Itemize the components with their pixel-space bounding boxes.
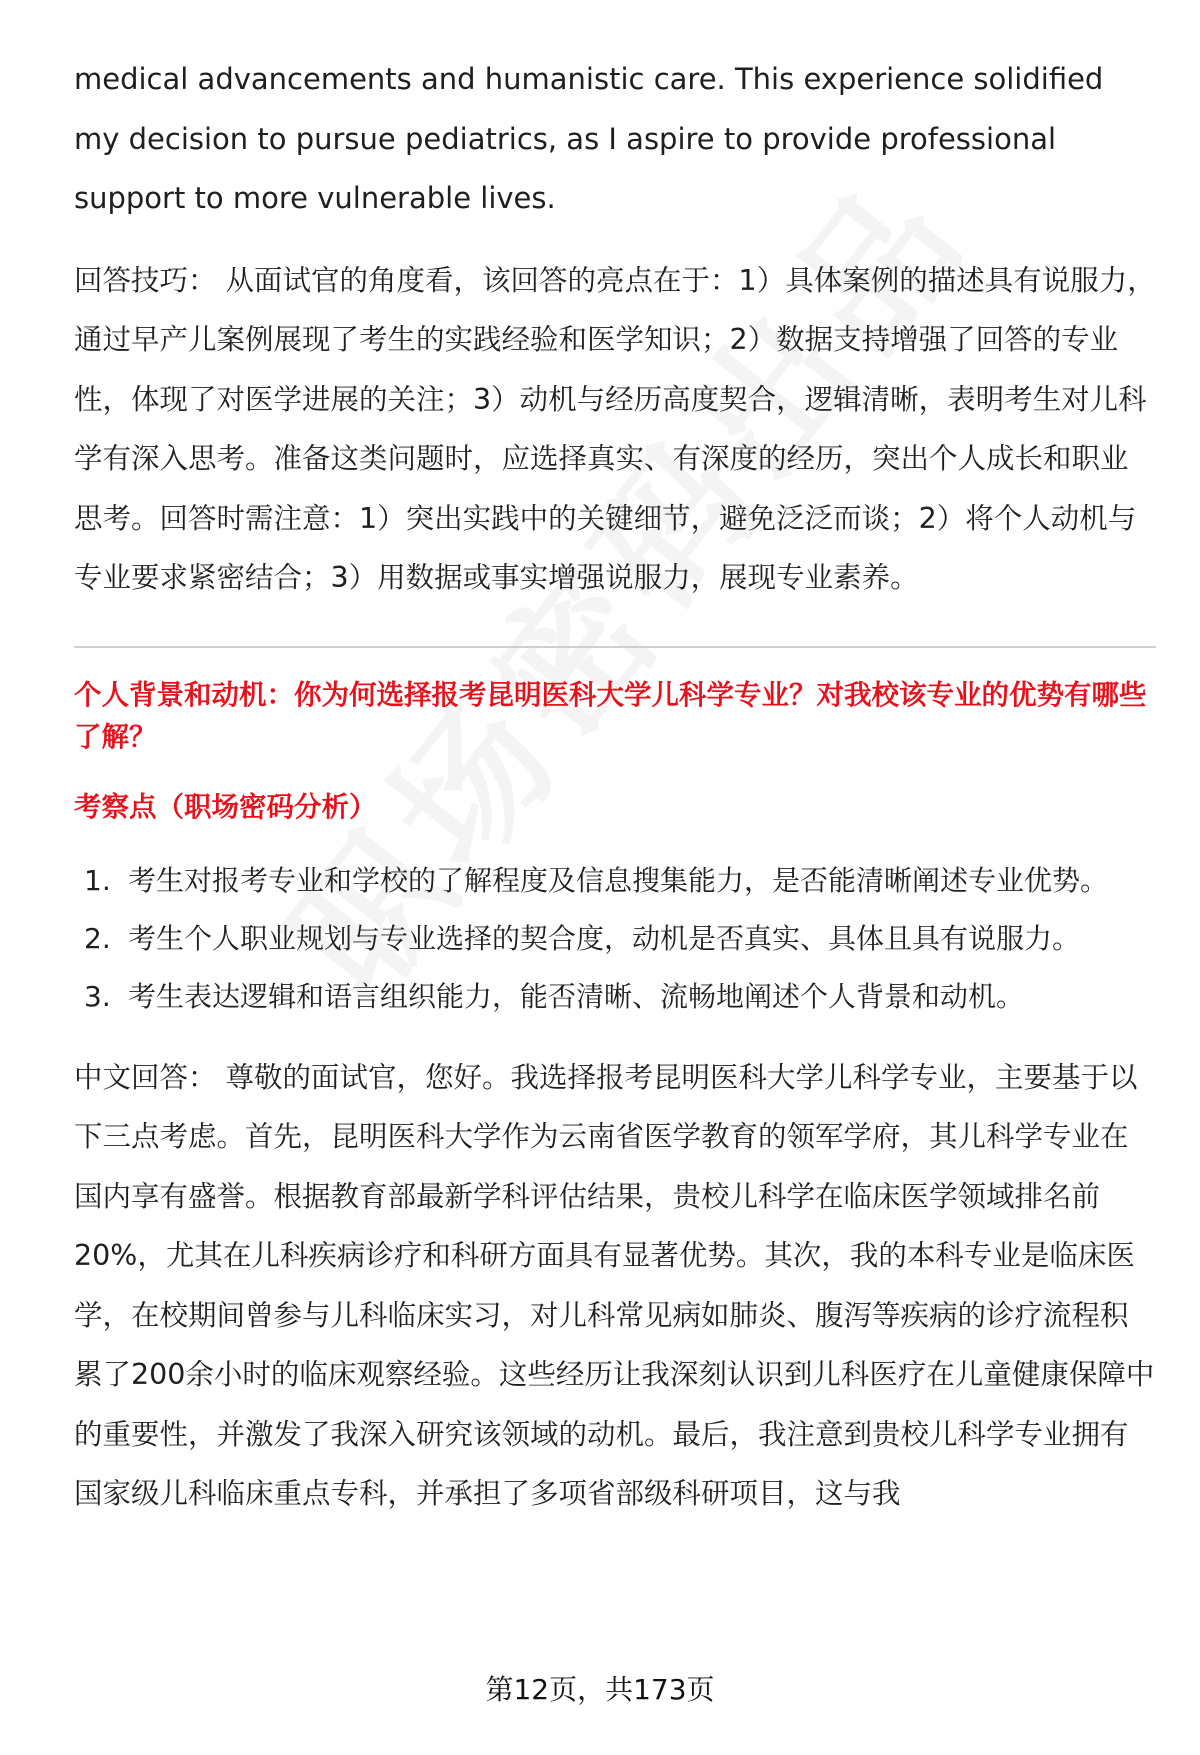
intro-english-paragraph: medical advancements and humanistic care. This experience solidified my decision to pursue pediatrics, as I aspire to provide professional support to more vulnerable lives.: [74, 62, 1104, 215]
list-item: [74, 910, 1156, 968]
question-heading: 个人背景和动机：你为何选择报考昆明医科大学儿科学专业？对我校该专业的优势有哪些了解？: [74, 678, 1147, 753]
list-item-number: 1.: [84, 863, 111, 897]
list-item: [74, 852, 1156, 910]
page-footer: 第12页，共173页: [485, 1673, 715, 1706]
section-divider: [74, 646, 1156, 648]
list-item: [74, 968, 1156, 1026]
list-item-text: 考生对报考专业和学校的了解程度及信息搜集能力，是否能清晰阐述专业优势。: [128, 863, 1109, 897]
list-item-number: 3.: [84, 979, 111, 1013]
list-item-text: 考生表达逻辑和语言组织能力，能否清晰、流畅地阐述个人背景和动机。: [128, 979, 1025, 1013]
chinese-answer-paragraph: 中文回答： 尊敬的面试官，您好。我选择报考昆明医科大学儿科学专业，主要基于以下三点考虑。首先，昆明医科大学作为云南省医学教育的领军学府，其儿科学专业在国内享有盛誉。根据教育部最新学科评估结果，贵校儿科学在临床医学领域排名前20%，尤其在儿科疾病诊疗和科研方面具有显著优势。其次，我的本科专业是临床医学，在校期间曾参与儿科临床实习，对儿科常见病如肺炎、腹泻等疾病的诊疗流程积累了200余小时的临床观察经验。这些经历让我深刻认识到儿科医疗在儿童健康保障中的重要性，并激发了我深入研究该领域的动机。最后，我注意到贵校儿科学专业拥有国家级儿科临床重点专科，并承担了多项省部级科研项目，这与我: [74, 1060, 1155, 1510]
list-item-text: 考生个人职业规划与专业选择的契合度，动机是否真实、具体且具有说服力。: [128, 921, 1081, 955]
list-item-number: 2.: [84, 921, 111, 955]
assessment-points-title: 考察点（职场密码分析）: [74, 790, 377, 823]
document-page: [74, 50, 1156, 1524]
tips-paragraph: 回答技巧： 从面试官的角度看，该回答的亮点在于：1）具体案例的描述具有说服力，通过早产儿案例展现了考生的实践经验和医学知识；2）数据支持增强了回答的专业性，体现了对医学进展的关注；3）动机与经历高度契合，逻辑清晰，表明考生对儿科学有深入思考。准备这类问题时，应选择真实、有深度的经历，突出个人成长和职业思考。回答时需注意：1）突出实践中的关键细节，避免泛泛而谈；2）将个人动机与专业要求紧密结合；3）用数据或事实增强说服力，展现专业素养。: [74, 263, 1156, 594]
assessment-points-list: [74, 852, 1156, 1026]
